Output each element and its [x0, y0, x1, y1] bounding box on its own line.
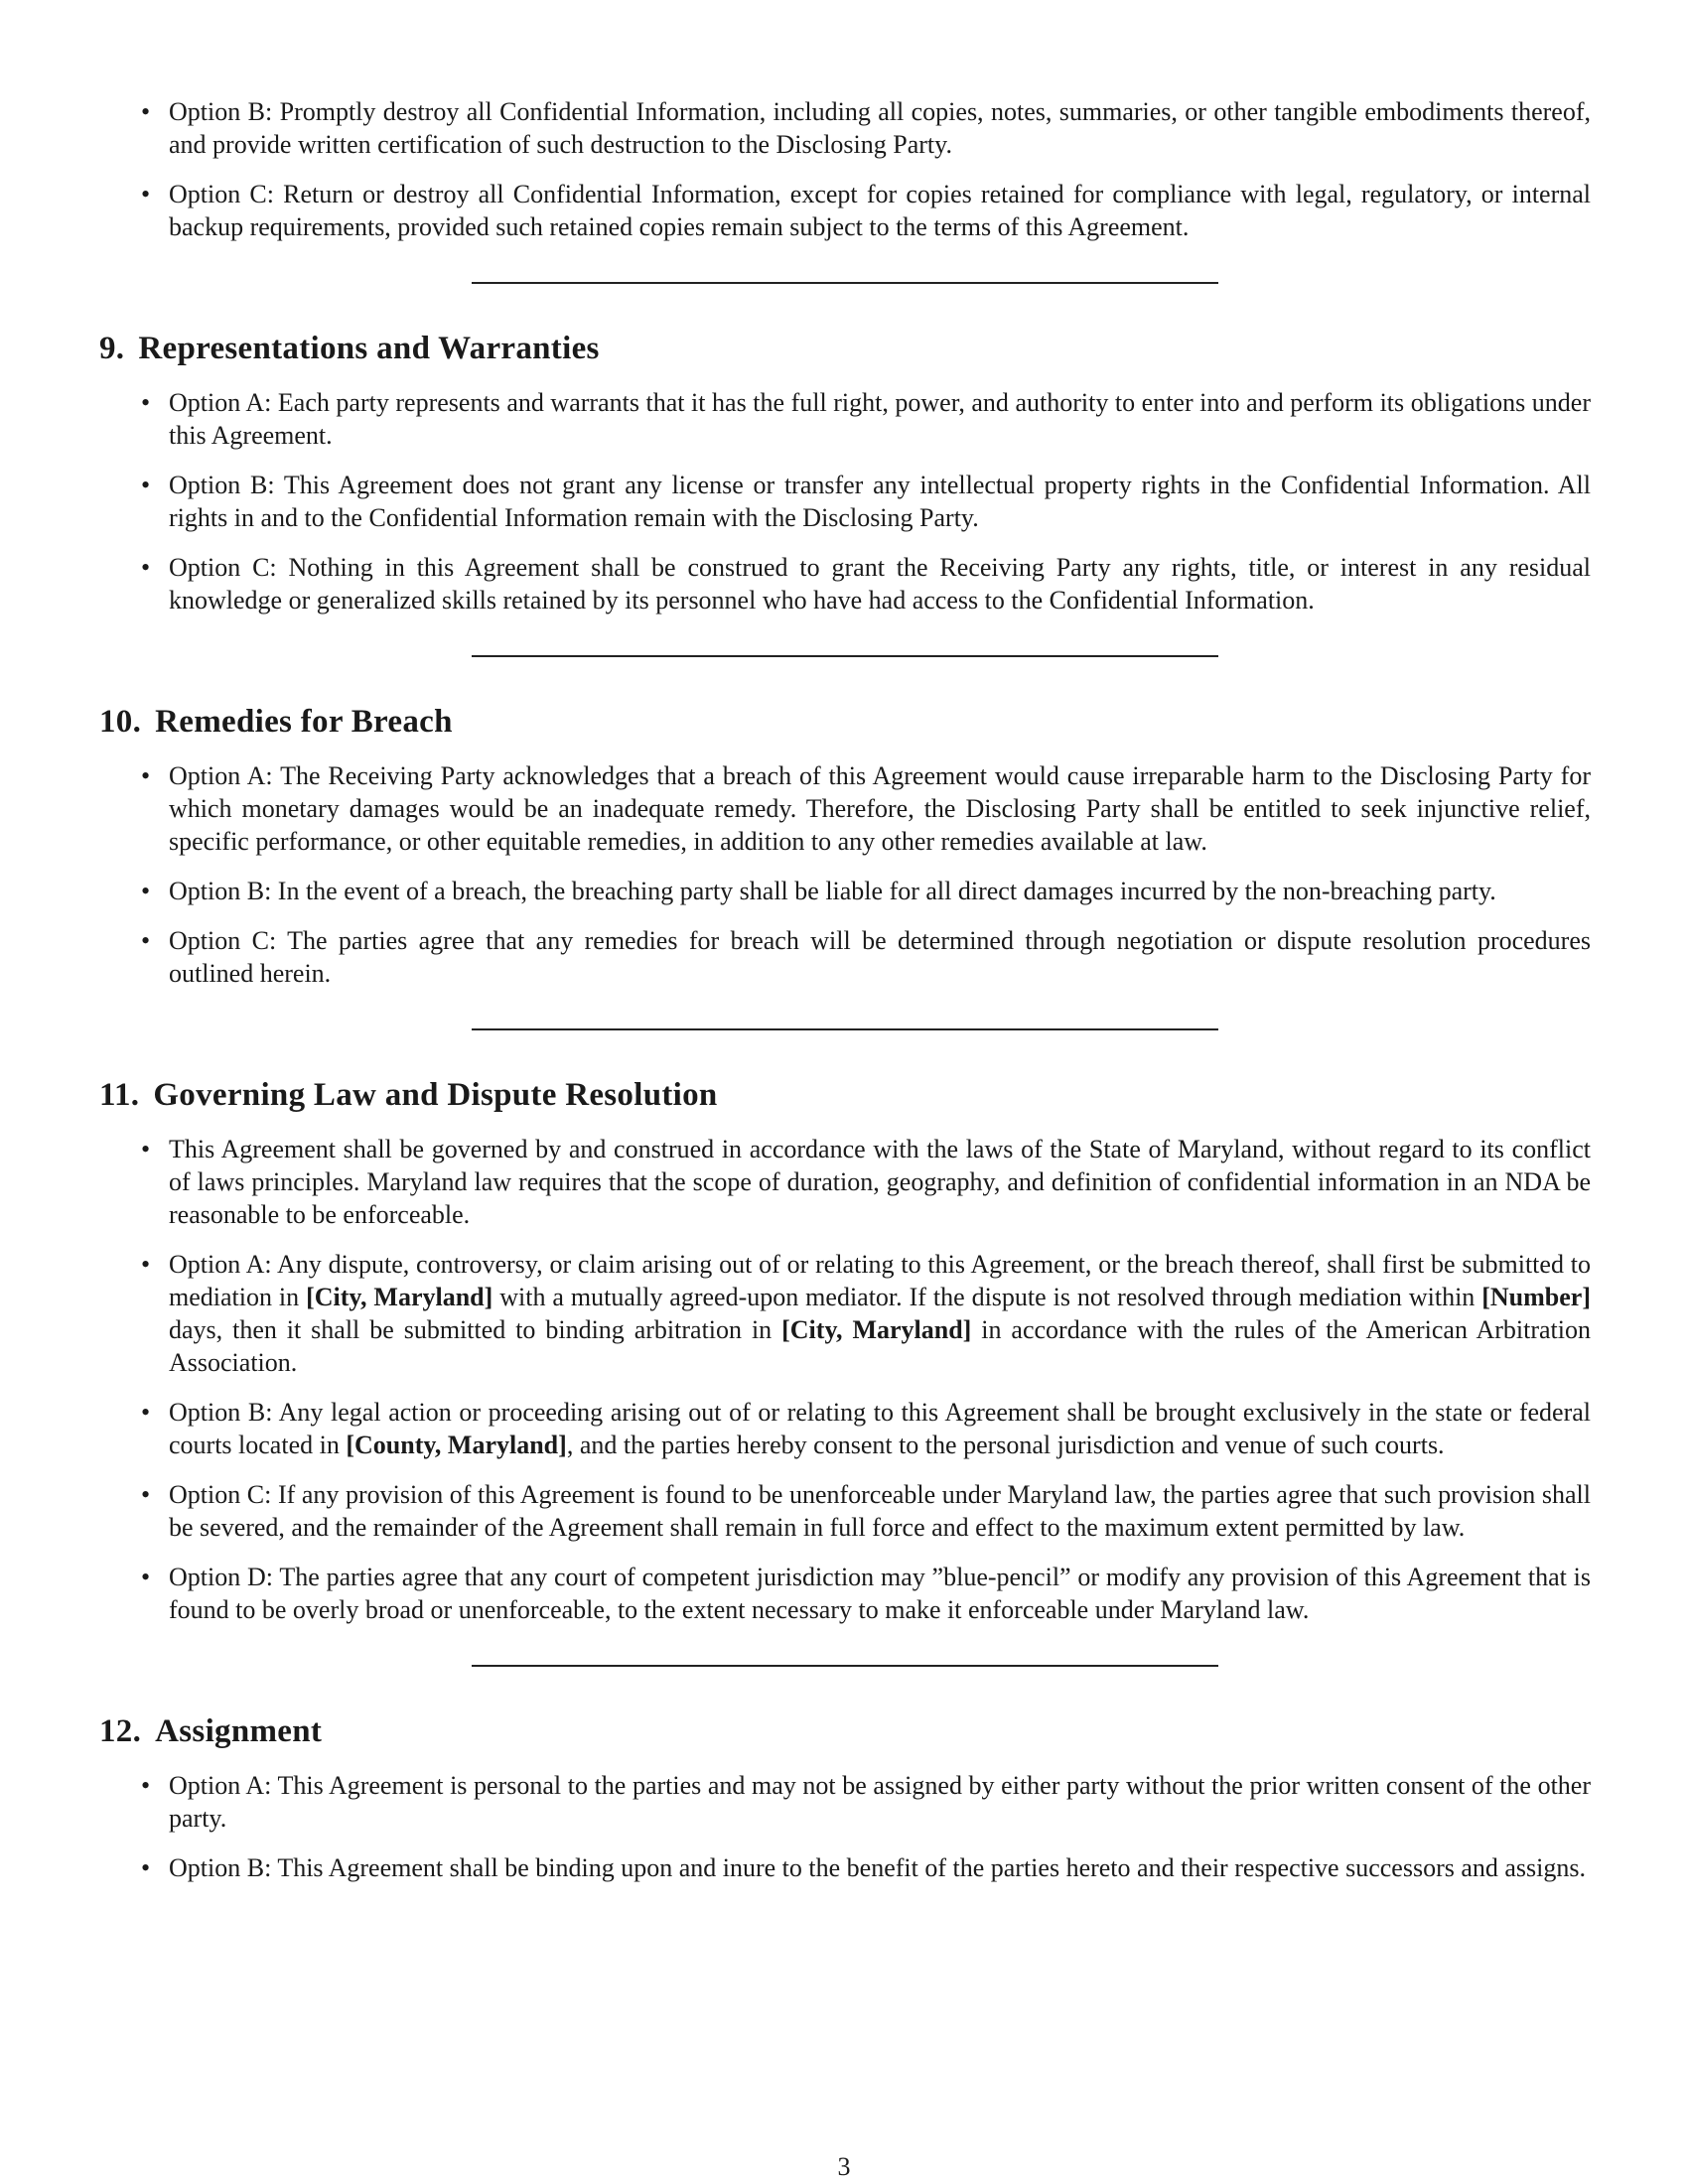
section-divider	[472, 1665, 1218, 1667]
section-10-option-a	[99, 759, 1591, 858]
section-8-options	[99, 95, 1591, 243]
section-number: 12.	[99, 1713, 142, 1749]
section-9-heading	[99, 329, 1591, 368]
bullet-icon: •	[141, 1135, 151, 1163]
option-text-part: in accordance with the rules of the American Arbitration Association.	[169, 1315, 1591, 1377]
section-title: Assignment	[155, 1713, 323, 1749]
section-title: Remedies for Breach	[155, 704, 453, 740]
section-divider	[472, 282, 1218, 284]
bullet-icon: •	[141, 1563, 151, 1591]
section-12-options	[99, 1769, 1591, 1884]
bullet-icon: •	[141, 471, 151, 499]
section-9-option-b	[99, 469, 1591, 534]
section-11-option-b	[99, 1396, 1591, 1461]
option-text-part: with a mutually agreed-upon mediator. If the dispute is not resolved through mediation within	[492, 1283, 1482, 1311]
section-10-heading	[99, 702, 1591, 742]
bullet-icon: •	[141, 553, 151, 582]
section-number: 9.	[99, 331, 125, 366]
bullet-icon: •	[141, 1250, 151, 1279]
section-12-option-a	[99, 1769, 1591, 1835]
section-number: 10.	[99, 704, 142, 740]
section-8-option-b	[99, 95, 1591, 161]
section-11-heading	[99, 1075, 1591, 1115]
section-12-heading	[99, 1711, 1591, 1751]
section-11-intro	[99, 1133, 1591, 1231]
option-text-part: days, then it shall be submitted to binding arbitration in	[169, 1315, 782, 1344]
option-text: Option B: In the event of a breach, the breaching party shall be liable for all direct damages incurred by the non-breaching party.	[169, 877, 1496, 905]
bullet-icon: •	[141, 761, 151, 790]
section-9-option-a	[99, 386, 1591, 452]
section-title: Representations and Warranties	[138, 331, 600, 366]
option-text-part: Option B: Any legal action or proceeding arising out of or relating to this Agreement shall be brought exclusively in the state or federal courts located in	[169, 1398, 1591, 1459]
option-text: Option A: The Receiving Party acknowledges that a breach of this Agreement would cause irreparable harm to the Disclosing Party for which monetary damages would be an inadequate remedy. Therefore, the Disclosing Party shall be entitled to seek injunctive relief, specific performance, or other equitable remedies, in addition to any other remedies available at law.	[169, 761, 1591, 856]
section-11-option-a	[99, 1248, 1591, 1379]
section-divider	[472, 655, 1218, 657]
section-8-option-c	[99, 178, 1591, 243]
option-text: Option A: Each party represents and warrants that it has the full right, power, and authority to enter into and perform its obligations under this Agreement.	[169, 388, 1591, 450]
bullet-icon: •	[141, 97, 151, 126]
option-text-part: Option A: Any dispute, controversy, or claim arising out of or relating to this Agreement, or the breach thereof, shall first be submitted to mediation in	[169, 1250, 1591, 1311]
option-text: Option B: Promptly destroy all Confidential Information, including all copies, notes, summaries, or other tangible embodiments thereof, and provide written certification of such destruction to the Disclosing Party.	[169, 97, 1591, 159]
bullet-icon: •	[141, 877, 151, 905]
option-text: Option C: If any provision of this Agreement is found to be unenforceable under Maryland law, the parties agree that such provision shall be severed, and the remainder of the Agreement shall remain in full force and effect to the maximum extent permitted by law.	[169, 1480, 1591, 1542]
section-9-options	[99, 386, 1591, 616]
placeholder-county: [County, Maryland]	[346, 1431, 567, 1459]
option-text: Option C: Nothing in this Agreement shall be construed to grant the Receiving Party any rights, title, or interest in any residual knowledge or generalized skills retained by its personnel who have had access to the Confidential Information.	[169, 553, 1591, 614]
section-10-options	[99, 759, 1591, 990]
section-11-options	[99, 1133, 1591, 1626]
option-text: Option B: This Agreement does not grant any license or transfer any intellectual property rights in the Confidential Information. All rights in and to the Confidential Information remain with the Disclosing Party.	[169, 471, 1591, 532]
section-divider	[472, 1028, 1218, 1030]
bullet-icon: •	[141, 180, 151, 208]
bullet-icon: •	[141, 1398, 151, 1427]
section-number: 11.	[99, 1077, 140, 1113]
section-11-option-d	[99, 1561, 1591, 1626]
placeholder-city: [City, Maryland]	[306, 1283, 493, 1311]
option-text: Option C: Return or destroy all Confidential Information, except for copies retained for compliance with legal, regulatory, or internal backup requirements, provided such retained copies remain subject to the terms of this Agreement.	[169, 180, 1591, 241]
bullet-icon: •	[141, 1480, 151, 1509]
bullet-icon: •	[141, 1771, 151, 1800]
option-text: This Agreement shall be governed by and construed in accordance with the laws of the State of Maryland, without regard to its conflict of laws principles. Maryland law requires that the scope of duration, geography, and definition of confidential information in an NDA be reasonable to be enforceable.	[169, 1135, 1591, 1229]
section-title: Governing Law and Dispute Resolution	[153, 1077, 718, 1113]
placeholder-city: [City, Maryland]	[781, 1315, 972, 1344]
option-text: Option A: This Agreement is personal to the parties and may not be assigned by either party without the prior written consent of the other party.	[169, 1771, 1591, 1833]
bullet-icon: •	[141, 388, 151, 417]
placeholder-number: [Number]	[1481, 1283, 1592, 1311]
section-10-option-b	[99, 875, 1591, 907]
option-text: Option C: The parties agree that any remedies for breach will be determined through negotiation or dispute resolution procedures outlined herein.	[169, 926, 1591, 988]
option-text-part: , and the parties hereby consent to the personal jurisdiction and venue of such courts.	[566, 1431, 1445, 1459]
option-text: Option D: The parties agree that any court of competent jurisdiction may ”blue-pencil” or modify any provision of this Agreement that is found to be overly broad or unenforceable, to the extent necessary to make it enforceable under Maryland law.	[169, 1563, 1591, 1624]
section-9-option-c	[99, 551, 1591, 616]
section-10-option-c	[99, 924, 1591, 990]
section-11-option-c	[99, 1478, 1591, 1544]
bullet-icon: •	[141, 1853, 151, 1882]
bullet-icon: •	[141, 926, 151, 955]
page-content	[99, 95, 1591, 1884]
page-number: 3	[837, 2152, 851, 2181]
option-text: Option B: This Agreement shall be binding upon and inure to the benefit of the parties hereto and their respective successors and assigns.	[169, 1853, 1587, 1882]
section-12-option-b	[99, 1851, 1591, 1884]
